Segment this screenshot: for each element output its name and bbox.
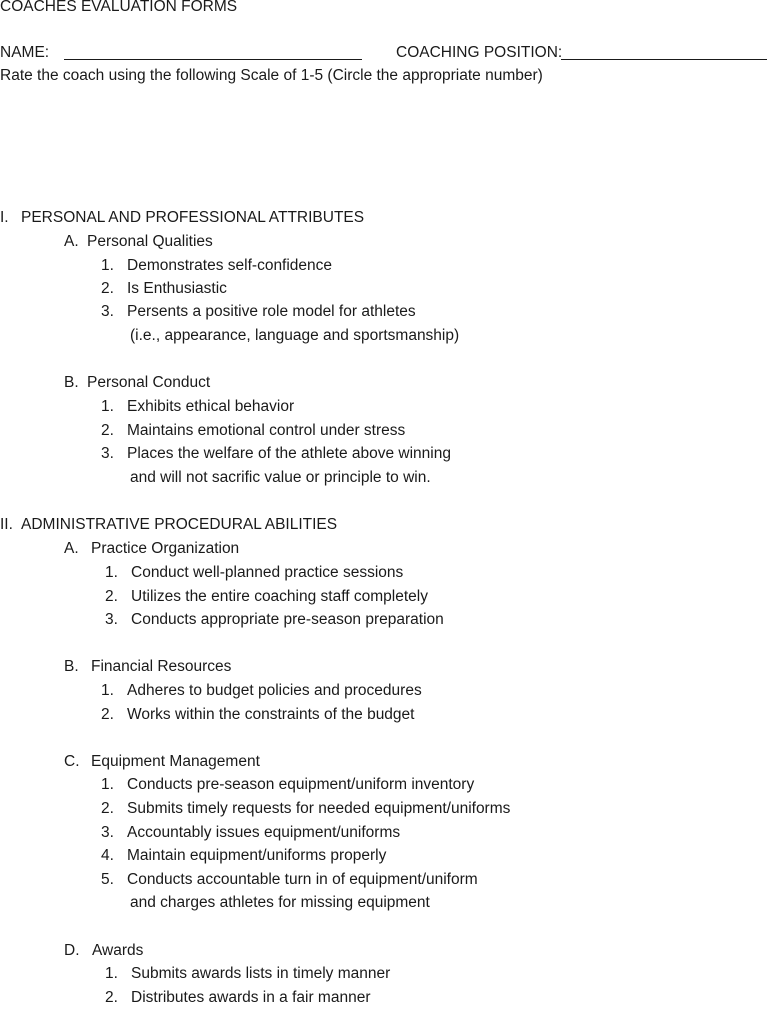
item-number: 3. bbox=[105, 611, 118, 628]
item-text: Persents a positive role model for athletes bbox=[127, 303, 416, 320]
name-field[interactable] bbox=[64, 45, 362, 60]
item-number: 2. bbox=[101, 280, 114, 297]
coaching-position-label: COACHING POSITION: bbox=[396, 44, 563, 61]
subsection-letter: D. bbox=[64, 942, 80, 959]
instructions: Rate the coach using the following Scale of 1-5 (Circle the appropriate number) bbox=[0, 67, 543, 84]
subsection-letter: A. bbox=[64, 233, 79, 250]
item-text: Is Enthusiastic bbox=[127, 280, 227, 297]
item-number: 2. bbox=[105, 989, 118, 1006]
subsection-letter: C. bbox=[64, 753, 80, 770]
item-text: Utilizes the entire coaching staff completely bbox=[131, 588, 428, 605]
item-number: 1. bbox=[101, 776, 114, 793]
item-number: 2. bbox=[101, 800, 114, 817]
item-number: 1. bbox=[101, 398, 114, 415]
section-title: ADMINISTRATIVE PROCEDURAL ABILITIES bbox=[21, 516, 338, 533]
item-number: 1. bbox=[105, 564, 118, 581]
item-text: Accountably issues equipment/uniforms bbox=[127, 824, 401, 841]
item-text: Maintain equipment/uniforms properly bbox=[127, 847, 387, 864]
item-number: 2. bbox=[105, 588, 118, 605]
name-label: NAME: bbox=[0, 44, 50, 61]
item-text: Adheres to budget policies and procedures bbox=[127, 682, 422, 699]
subsection-title: Practice Organization bbox=[91, 540, 240, 557]
item-number: 4. bbox=[101, 847, 114, 864]
item-number: 5. bbox=[101, 871, 114, 888]
item-text-continued: (i.e., appearance, language and sportsmanship) bbox=[130, 327, 460, 344]
item-text: Maintains emotional control under stress bbox=[127, 422, 406, 439]
item-number: 1. bbox=[101, 257, 114, 274]
subsection-letter: B. bbox=[64, 658, 79, 675]
item-number: 1. bbox=[105, 965, 118, 982]
item-number: 3. bbox=[101, 303, 114, 320]
item-text-continued: and will not sacrific value or principle to win. bbox=[130, 469, 431, 486]
item-text: Conducts appropriate pre-season preparation bbox=[131, 611, 444, 628]
item-number: 2. bbox=[101, 706, 114, 723]
section-heading bbox=[0, 208, 9, 228]
item-number: 1. bbox=[101, 682, 114, 699]
item-text: Submits awards lists in timely manner bbox=[131, 965, 391, 982]
subsection-title: Equipment Management bbox=[91, 753, 260, 770]
subsection-title: Awards bbox=[92, 942, 144, 959]
form-title: COACHES EVALUATION FORMS bbox=[0, 0, 238, 15]
item-text: Demonstrates self-confidence bbox=[127, 257, 333, 274]
subsection-letter: A. bbox=[64, 540, 79, 557]
item-text: Conducts accountable turn in of equipment/uniform bbox=[127, 871, 478, 888]
item-number: 3. bbox=[101, 824, 114, 841]
item-text: Conduct well-planned practice sessions bbox=[131, 564, 404, 581]
item-text: Distributes awards in a fair manner bbox=[131, 989, 371, 1006]
subsection-title: Financial Resources bbox=[91, 658, 232, 675]
item-number: 2. bbox=[101, 422, 114, 439]
item-text: Submits timely requests for needed equipment/uniforms bbox=[127, 800, 511, 817]
section-title: PERSONAL AND PROFESSIONAL ATTRIBUTES bbox=[21, 209, 365, 226]
subsection-letter: B. bbox=[64, 374, 79, 391]
item-text: Works within the constraints of the budget bbox=[127, 706, 415, 723]
item-text-continued: and charges athletes for missing equipment bbox=[130, 894, 430, 911]
item-text: Exhibits ethical behavior bbox=[127, 398, 295, 415]
subsection-title: Personal Conduct bbox=[87, 374, 211, 391]
coaching-position-field[interactable] bbox=[561, 45, 767, 60]
item-number: 3. bbox=[101, 445, 114, 462]
subsection-title: Personal Qualities bbox=[87, 233, 213, 250]
section-numeral: I. bbox=[0, 209, 9, 226]
item-text: Conducts pre-season equipment/uniform inventory bbox=[127, 776, 475, 793]
item-text: Places the welfare of the athlete above winning bbox=[127, 445, 451, 462]
section-numeral: II. bbox=[0, 516, 13, 533]
